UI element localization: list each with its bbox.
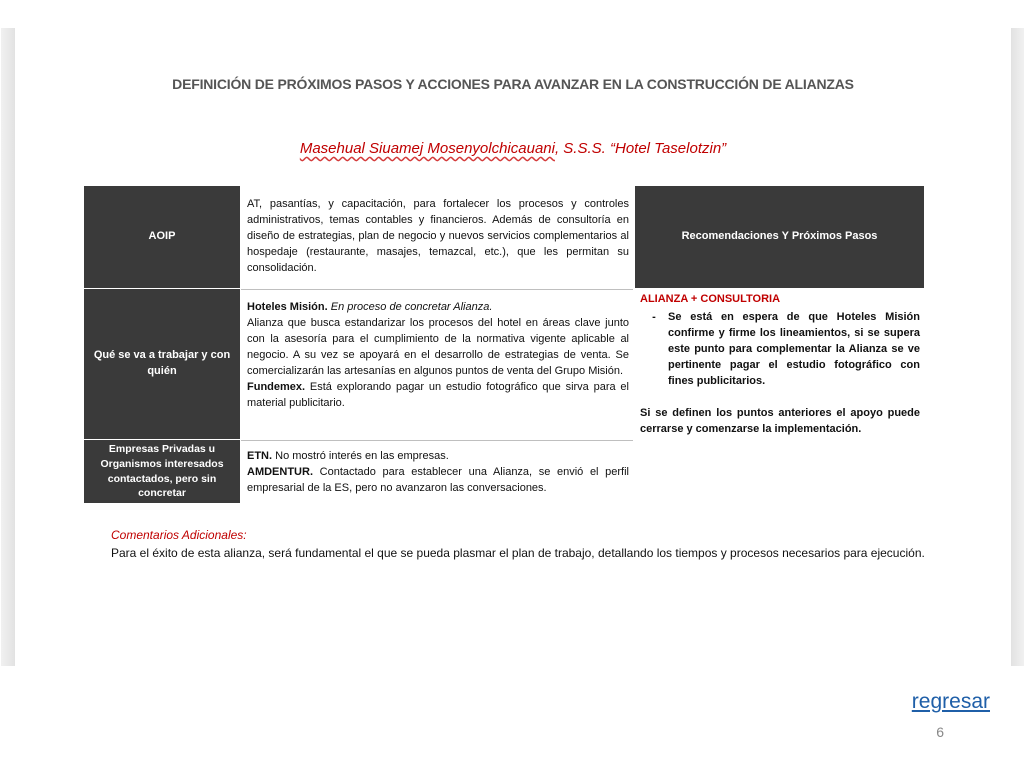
row-label-work: Qué se va a trabajar y con quién — [84, 289, 240, 439]
etn-entry: ETN. No mostró interés en las empresas. — [247, 450, 449, 462]
recommendations-header: Recomendaciones Y Próximos Pasos — [635, 186, 924, 288]
companies-description — [247, 448, 629, 496]
comments-text: Para el éxito de esta alianza, será fundamental el que se pueda plasmar el plan de trabajo, detallando los tiempos y procesos necesarios para ejecución. — [111, 546, 925, 560]
row-divider — [241, 440, 633, 441]
amdentur-entry: AMDENTUR. Contactado para establecer una Alianza, se envió el perfil empresarial de la ES, pero no avanzaron las conversaciones. — [247, 466, 629, 494]
bullet-dash: - — [652, 311, 656, 323]
recommendations-body — [640, 291, 920, 437]
recommendation-bullet: - Se está en espera de que Hoteles Misión confirme y firme los lineamientos, si se supera este punto para complementar la Alianza se ve pertinente pagar el estudio fotográfico con fines publicitarios. — [640, 309, 920, 389]
document-subtitle — [15, 140, 1011, 157]
subtitle-organization-name: Masehual Siuamej Mosenyolchicauani — [299, 140, 555, 157]
recommendation-note: Si se definen los puntos anteriores el apoyo puede cerrarse y comenzarse la implementación. — [640, 407, 920, 435]
fundemex-entry: Fundemex. Está explorando pagar un estudio fotográfico que sirva para el material publicitario. — [247, 381, 629, 409]
aoip-description: AT, pasantías, y capacitación, para fortalecer los procesos y controles administrativos, temas contables y financieros. Además de consultoría en diseño de estrategias, plan de negocio y nuevos servicios complementarios al hospedaje (restaurante, masajes, temazcal, etc.), que les permitan su consolidación. — [247, 198, 629, 274]
subtitle-suffix: , S.S.S. “Hotel Taselotzin” — [554, 140, 727, 157]
page-number: 6 — [936, 724, 944, 740]
additional-comments — [111, 526, 926, 562]
document-heading: DEFINICIÓN DE PRÓXIMOS PASOS Y ACCIONES PARA AVANZAR EN LA CONSTRUCCIÓN DE ALIANZAS — [172, 76, 854, 92]
document-page — [14, 28, 1012, 666]
row-divider — [241, 289, 633, 290]
row-label-companies: Empresas Privadas u Organismos interesados contactados, pero sin concretar — [84, 440, 240, 503]
alliance-title: ALIANZA + CONSULTORIA — [640, 293, 781, 305]
hoteles-mision-entry: Hoteles Misión. En proceso de concretar Alianza. — [247, 301, 493, 313]
work-description: Hoteles Misión. En proceso de concretar Alianza. Alianza que busca estandarizar los procesos del hotel en áreas clave junto con la asesoría para el cumplimiento de la normativa vigente aplicable al negocio. A su vez se apoyará en el desarrollo de estrategias de venta. Se comercializarán las artesanías en algunos puntos de venta del Grupo Misión. Fundemex. Está explorando pagar un estudio fotográfico que sirva para el material publicitario. — [247, 301, 629, 409]
row-label-aoip: AOIP — [84, 186, 240, 288]
comments-title: Comentarios Adicionales: — [111, 528, 247, 542]
back-link[interactable]: regresar — [911, 690, 990, 713]
